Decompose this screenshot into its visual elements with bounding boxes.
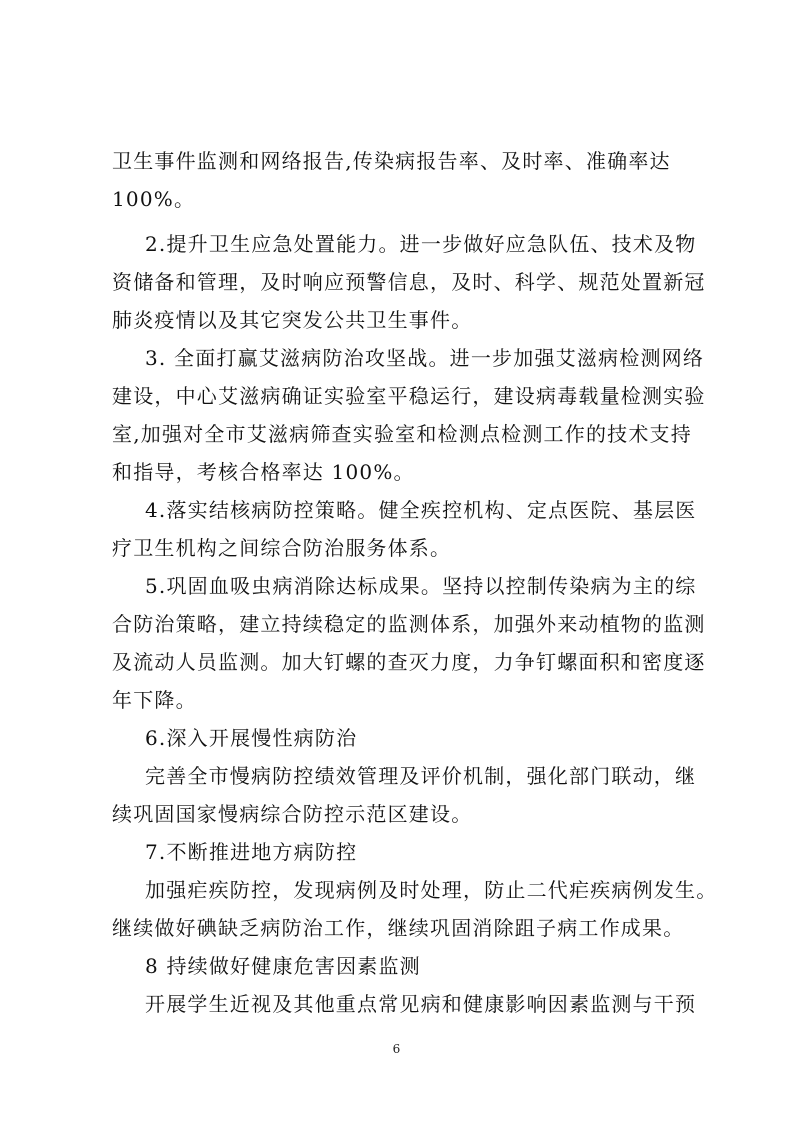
body-text-line: 加强疟疾防控，发现病例及时处理，防止二代疟疾病例发生。 [145, 878, 718, 902]
body-text-line: 室,加强对全市艾滋病筛查实验室和检测点检测工作的技术支持 [112, 422, 692, 446]
body-text-line: 疗卫生机构之间综合防治服务体系。 [112, 536, 452, 560]
body-text-line: 100%。 [112, 187, 196, 211]
body-text-line: 合防治策略，建立持续稳定的监测体系，加强外来动植物的监测 [112, 612, 706, 636]
body-text-line: 继续做好碘缺乏病防治工作，继续巩固消除跙子病工作成果。 [112, 916, 685, 940]
page-number: 6 [392, 1042, 401, 1056]
body-text-line: 2.提升卫生应急处置能力。进一步做好应急队伍、技术及物 [145, 232, 697, 256]
body-text-line: 年下降。 [112, 688, 197, 712]
body-text-line: 建设，中心艾滋病确证实验室平稳运行，建设病毒载量检测实验 [112, 384, 706, 408]
body-text-line: 3. 全面打赢艾滋病防治攻坚战。进一步加强艾滋病检测网络 [145, 346, 705, 370]
body-text-line: 卫生事件监测和网络报告,传染病报告率、及时率、准确率达 [112, 149, 671, 173]
body-text-line: 续巩固国家慢病综合防控示范区建设。 [112, 802, 473, 826]
body-text-line: 5.巩固血吸虫病消除达标成果。坚持以控制传染病为主的综 [145, 574, 697, 598]
section-heading: 6.深入开展慢性病防治 [145, 726, 358, 750]
body-text-line: 4.落实结核病防控策略。健全疾控机构、定点医院、基层医 [145, 498, 697, 522]
section-heading: 7.不断推进地方病防控 [145, 840, 358, 864]
body-text-line: 和指导，考核合格率达 100%。 [112, 460, 415, 484]
body-text-line: 及流动人员监测。加大钉螺的查灭力度，力争钉螺面积和密度逐 [112, 650, 706, 674]
section-heading: 8 持续做好健康危害因素监测 [145, 954, 421, 978]
body-text-line: 完善全市慢病防控绩效管理及评价机制，强化部门联动，继 [145, 764, 697, 788]
body-text-line: 开展学生近视及其他重点常见病和健康影响因素监测与干预 [145, 992, 697, 1016]
body-text-line: 资储备和管理，及时响应预警信息，及时、科学、规范处置新冠 [112, 270, 706, 294]
body-text-line: 肺炎疫情以及其它突发公共卫生事件。 [112, 308, 473, 332]
